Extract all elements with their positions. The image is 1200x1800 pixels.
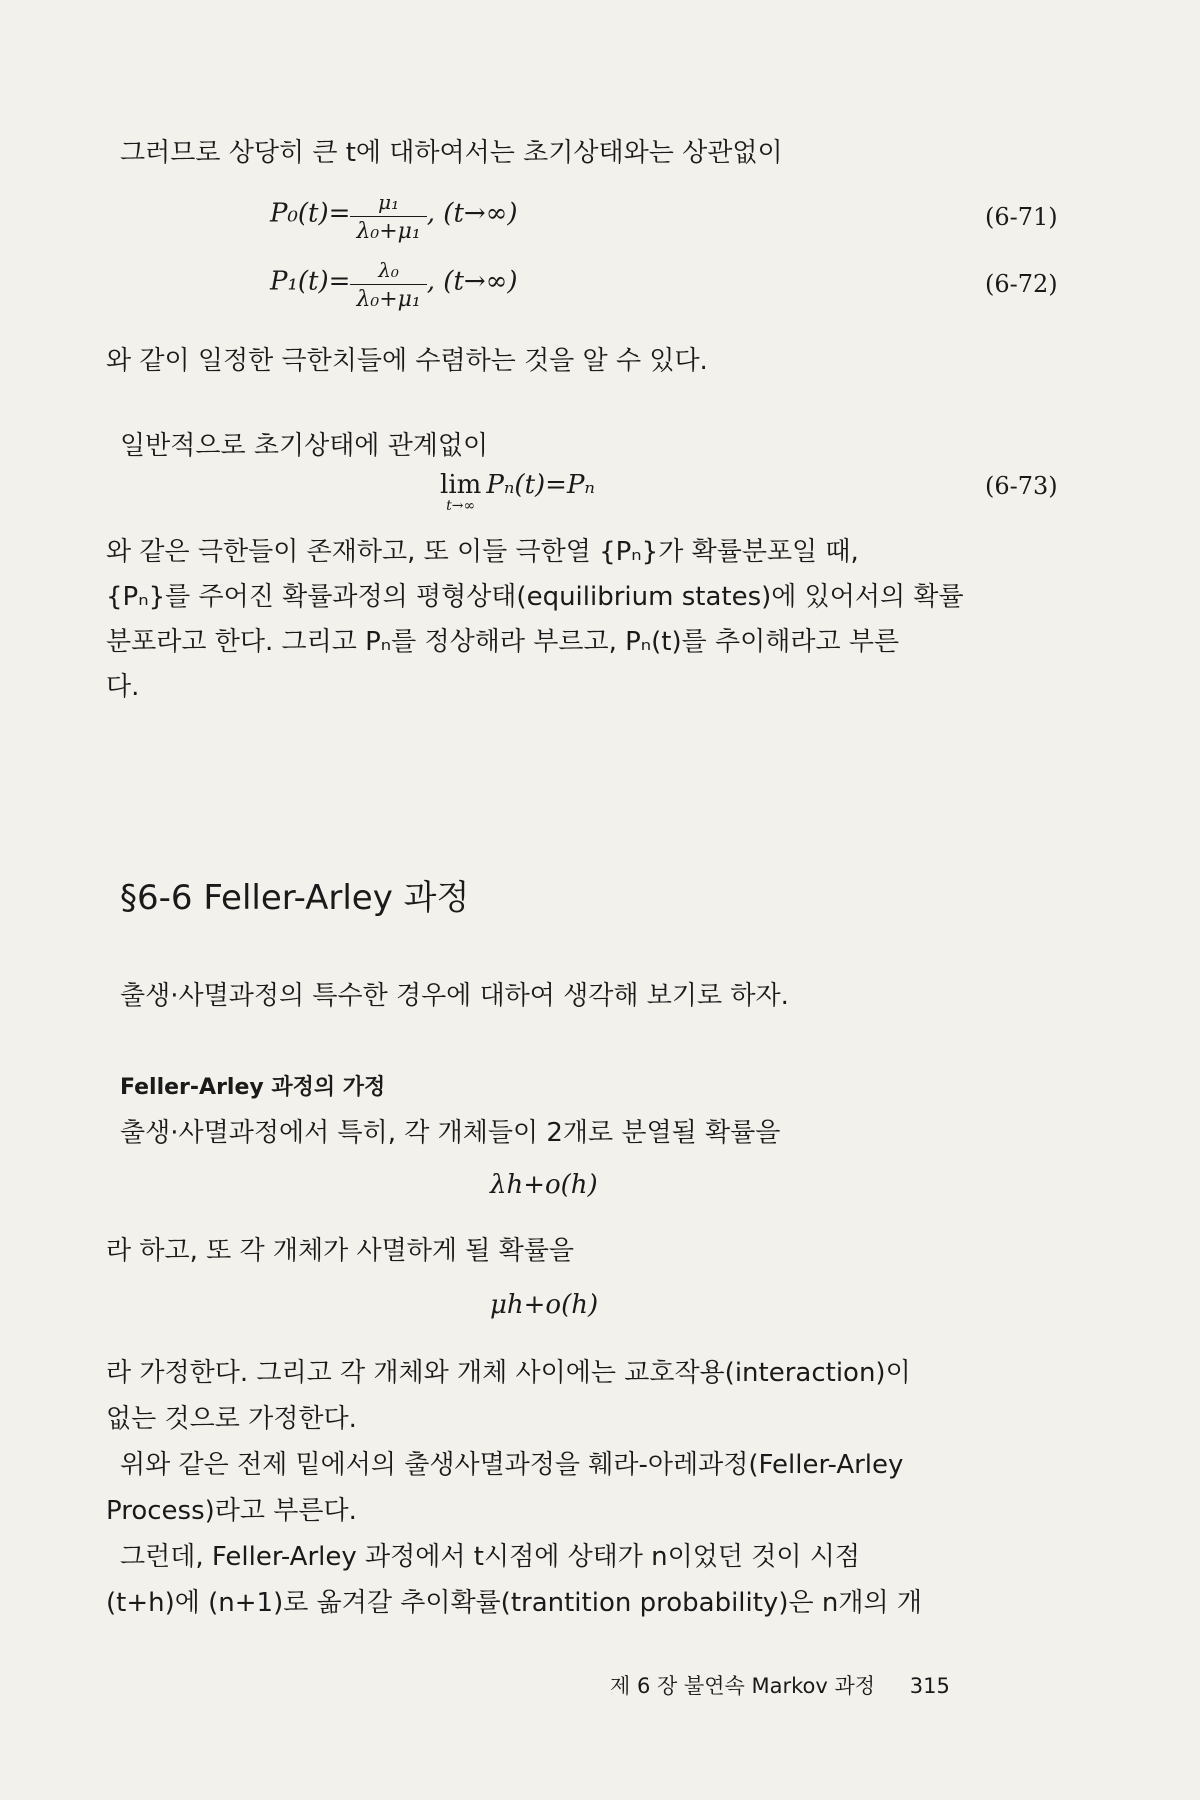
- text-line: 없는 것으로 가정한다.: [106, 1404, 357, 1434]
- subheading: Feller-Arley 과정의 가정: [120, 1075, 386, 1100]
- fraction: [350, 190, 426, 244]
- text-line: 위와 같은 전제 밑에서의 출생사멸과정을 훼라-아레과정(Feller-Arley: [120, 1450, 904, 1480]
- text-line: {Pₙ}를 주어진 확률과정의 평형상태(equilibrium states)에 있어서의 확률: [106, 582, 964, 612]
- numerator: λ₀: [350, 258, 426, 285]
- text-line: 그러므로 상당히 큰 t에 대하여서는 초기상태와는 상관없이: [120, 138, 783, 168]
- text-line: 출생·사멸과정의 특수한 경우에 대하여 생각해 보기로 하자.: [120, 981, 789, 1011]
- limit-operator: [440, 470, 481, 514]
- equation-lhs: P₁(t)=: [270, 266, 351, 297]
- equation-6-71: [270, 190, 517, 244]
- equation-number: (6-71): [985, 203, 1058, 231]
- paragraph: [106, 1350, 922, 1626]
- text-line: 그런데, Feller-Arley 과정에서 t시점에 상태가 n이었던 것이 시점: [120, 1542, 861, 1572]
- text-line: 라 가정한다. 그리고 각 개체와 개체 사이에는 교호작용(interaction)이: [106, 1358, 911, 1388]
- text-line: 와 같은 극한들이 존재하고, 또 이들 극한열 {Pₙ}가 확률분포일 때,: [106, 537, 859, 567]
- equation-number: (6-73): [985, 472, 1058, 500]
- text-line: 출생·사멸과정에서 특히, 각 개체들이 2개로 분열될 확률을: [120, 1118, 781, 1148]
- equation-6-73: [440, 470, 595, 514]
- equation-condition: , (t→∞): [426, 266, 518, 297]
- text-line: 분포라고 한다. 그리고 Pₙ를 정상해라 부르고, Pₙ(t)를 추이해라고 부른: [106, 627, 900, 657]
- text-line: 와 같이 일정한 극한치들에 수렴하는 것을 알 수 있다.: [106, 346, 708, 376]
- page-number: 315: [909, 1674, 950, 1698]
- text-line: 일반적으로 초기상태에 관계없이: [120, 431, 489, 461]
- limit-body: Pₙ(t)=Pₙ: [486, 470, 595, 500]
- text-line: 다.: [106, 672, 140, 702]
- running-footer: [610, 1670, 950, 1700]
- chapter-title: 제 6 장 불연속 Markov 과정: [610, 1674, 876, 1698]
- text-line: (t+h)에 (n+1)로 옮겨갈 추이확률(trantition probability)은 n개의 개: [106, 1588, 922, 1618]
- section-title: §6-6 Feller-Arley 과정: [120, 878, 470, 918]
- equation-number: (6-72): [985, 270, 1058, 298]
- paragraph: [106, 530, 964, 710]
- denominator: λ₀+μ₁: [356, 287, 421, 312]
- equation-lhs: P₀(t)=: [270, 198, 351, 229]
- math-expression: μh+o(h): [490, 1290, 599, 1320]
- fraction: [350, 258, 426, 312]
- text-line: Process)라고 부른다.: [106, 1496, 357, 1526]
- text-line: 라 하고, 또 각 개체가 사멸하게 될 확률을: [106, 1236, 574, 1266]
- equation-6-72: [270, 258, 517, 312]
- equation-condition: , (t→∞): [426, 198, 518, 229]
- numerator: μ₁: [350, 190, 426, 217]
- math-expression: λh+o(h): [490, 1170, 598, 1200]
- denominator: λ₀+μ₁: [356, 219, 421, 244]
- lim-text: lim: [440, 470, 482, 500]
- lim-subscript: t→∞: [446, 498, 476, 514]
